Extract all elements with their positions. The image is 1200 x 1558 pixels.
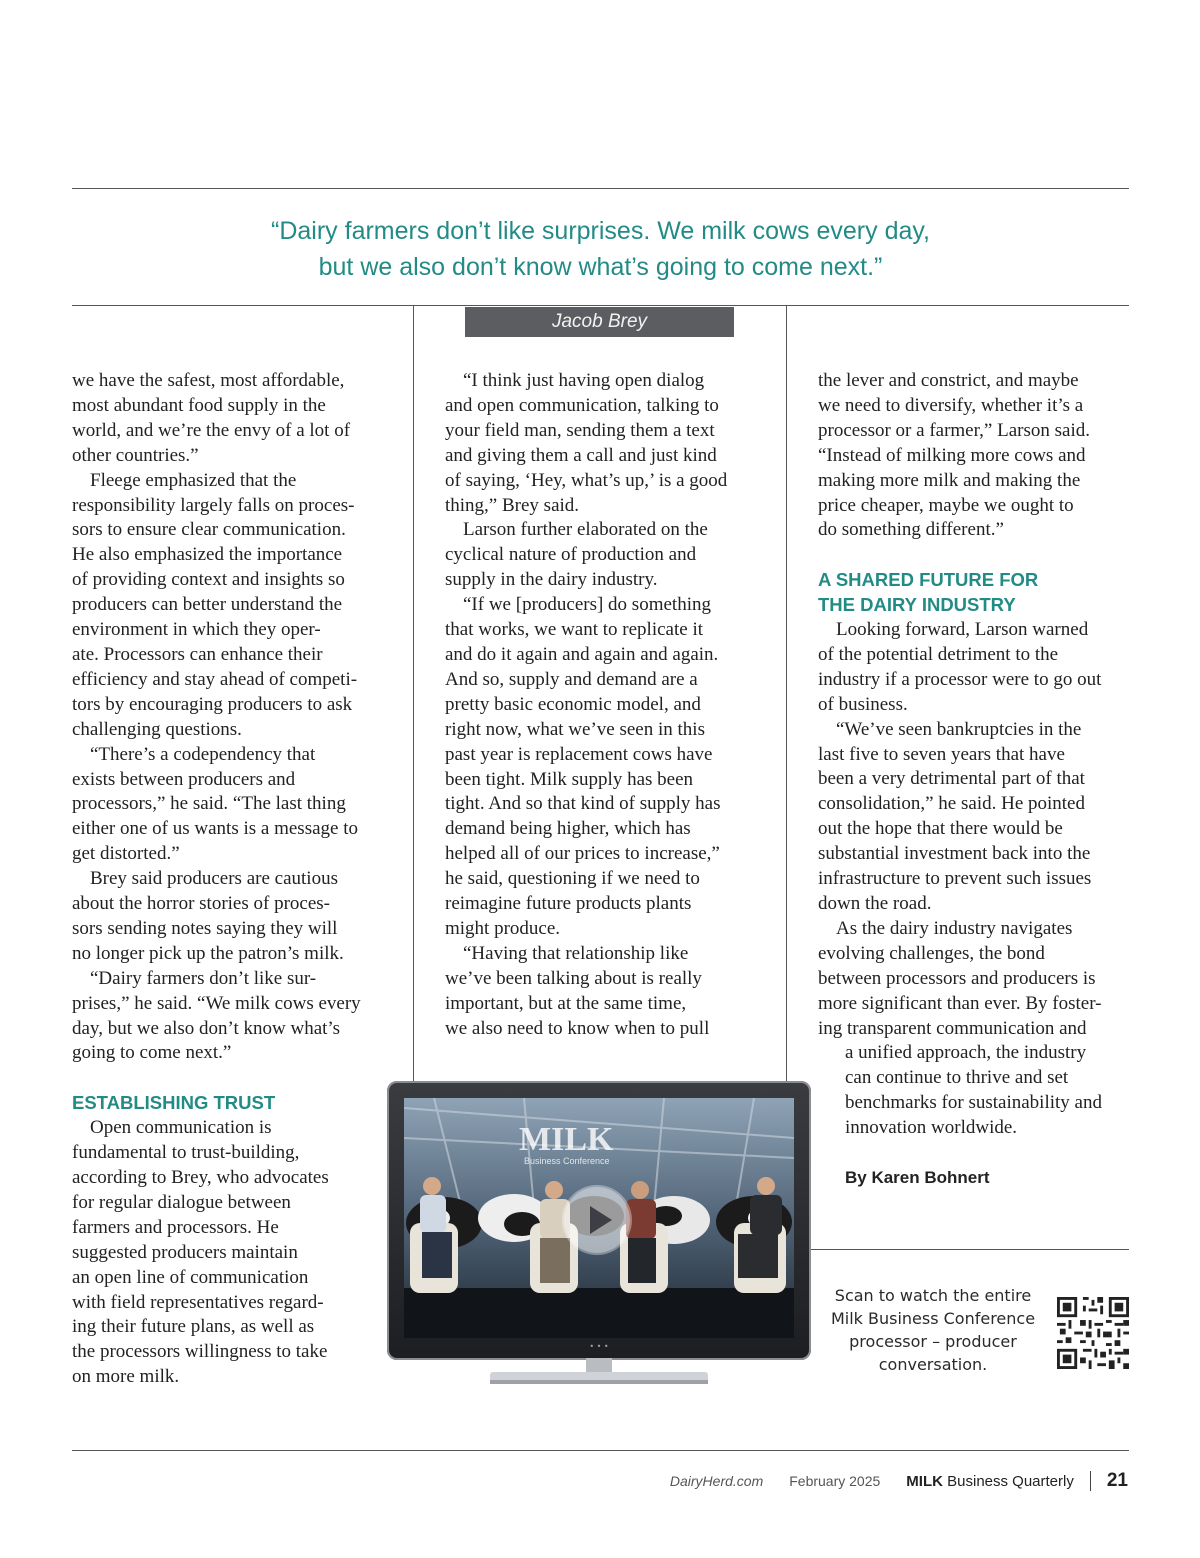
pullquote-bottom-rule bbox=[72, 305, 1129, 306]
paragraph: “There’s a codependency that exists between producers and processors,” he said. “The last thing either one of us wants is a message to get distorted.” bbox=[72, 743, 358, 865]
footer-rule bbox=[72, 1450, 1129, 1451]
monitor-indicator: • • • bbox=[589, 1342, 609, 1351]
qr-code-icon[interactable] bbox=[1056, 1297, 1130, 1369]
section-heading: A SHARED FUTURE FOR THE DAIRY INDUSTRY bbox=[818, 569, 1039, 616]
footer-website[interactable]: DairyHerd.com bbox=[669, 1473, 764, 1489]
paragraph: we have the safest, most affordable, most abundant food supply in the world, and we’re the envy of a lot of other countries.” bbox=[72, 370, 351, 466]
video-logo-subtitle: Business Conference bbox=[524, 1156, 610, 1166]
page-number: 21 bbox=[1106, 1470, 1128, 1491]
paragraph: the lever and constrict, and maybe we need to diversify, whether it’s a processor or a farmer,” Larson said. “Instead of milking more cows and making more milk and making the price cheaper, maybe we ought to do something different.” bbox=[818, 370, 1090, 541]
column-divider-left bbox=[413, 305, 414, 1081]
article-column-3 bbox=[818, 369, 1133, 1190]
pull-quote bbox=[72, 213, 1129, 285]
article-column-1 bbox=[72, 369, 402, 1390]
paragraph: Open communication is fundamental to trust-building, according to Brey, who advocates for regular dialogue between farmers and processors. He suggested producers maintain an open line of communication with field representatives regard- ing their future plans, as well as the processors willingness to take on more milk. bbox=[72, 1117, 329, 1388]
paragraph: “I think just having open dialog and open communication, talking to your field man, sending them a text and giving them a call and just kind of saying, ‘Hey, what’s up,’ is a good thing,” Brey said. bbox=[445, 370, 728, 516]
paragraph: “Dairy farmers don’t like sur- prises,” he said. “We milk cows every day, but we also don’t know what’s going to come next.” bbox=[72, 967, 361, 1064]
paragraph: Larson further elaborated on the cyclical nature of production and supply in the dairy industry. bbox=[445, 519, 708, 591]
paragraph: Fleege emphasized that the responsibility largely falls on proces- sors to ensure clear communication. He also emphasized the importance of providing context and insights so producers can better understand the environment in which they oper- ate. Processors can enhance their efficiency and stay ahead of competi- tors by encouraging producers to ask challenging questions. bbox=[72, 469, 358, 740]
page-footer bbox=[670, 1469, 1128, 1493]
footer-publication: MILK Business Quarterly bbox=[906, 1472, 1074, 1490]
paragraph: Looking forward, Larson warned of the potential detriment to the industry if a processor were to go out of business. bbox=[818, 619, 1102, 715]
paragraph: As the dairy industry navigates evolving challenges, the bond between processors and producers is more significant than ever. By foster- ing transparent communication and bbox=[818, 917, 1102, 1039]
paragraph: “If we [producers] do something that works, we want to replicate it and do it again and again and again. And so, supply and demand are a pretty basic economic model, and right now, what we’ve seen in this past year is replacement cows have been tight. Milk supply has been tight. And so that kind of supply has demand being higher, which has helped all of our prices to increase,” he said, questioning if we need to reimagine future products plants might produce. bbox=[445, 594, 721, 939]
section-heading: ESTABLISHING TRUST bbox=[72, 1092, 276, 1114]
footer-divider bbox=[1090, 1471, 1091, 1491]
paragraph: “We’ve seen bankruptcies in the last five to seven years that have been a very detrimental part of that consolidation,” he said. He pointed out the hope that there would be substantial investment back into the infrastructure to prevent such issues down the road. bbox=[818, 718, 1092, 915]
article-column-2 bbox=[445, 369, 775, 1041]
paragraph-wrap: a unified approach, the industry can continue to thrive and set benchmarks for sustainability and innovation worldwide. bbox=[845, 1042, 1102, 1139]
top-rule bbox=[72, 188, 1129, 189]
paragraph: Brey said producers are cautious about the horror stories of proces- sors sending notes saying they will no longer pick up the patron’s milk. bbox=[72, 868, 344, 964]
play-button[interactable] bbox=[564, 1187, 630, 1253]
paragraph: “Having that relationship like we’ve been talking about is really important, but at the same time, we also need to know when to pull bbox=[445, 942, 710, 1039]
monitor-stand bbox=[490, 1358, 708, 1384]
scan-rule bbox=[811, 1249, 1129, 1250]
video-logo: MILK bbox=[519, 1121, 614, 1158]
pull-quote-line: but we also don’t know what’s going to come next.” bbox=[318, 253, 883, 281]
scan-instructions: Scan to watch the entire Milk Business Conference processor – producer conversation. bbox=[830, 1286, 1036, 1374]
footer-date: February 2025 bbox=[789, 1473, 881, 1489]
column-divider-right bbox=[786, 305, 787, 1081]
byline: By Karen Bohnert bbox=[845, 1167, 990, 1187]
pull-quote-line: “Dairy farmers don’t like surprises. We milk cows every day, bbox=[271, 217, 930, 245]
quote-attribution: Jacob Brey bbox=[465, 307, 734, 337]
